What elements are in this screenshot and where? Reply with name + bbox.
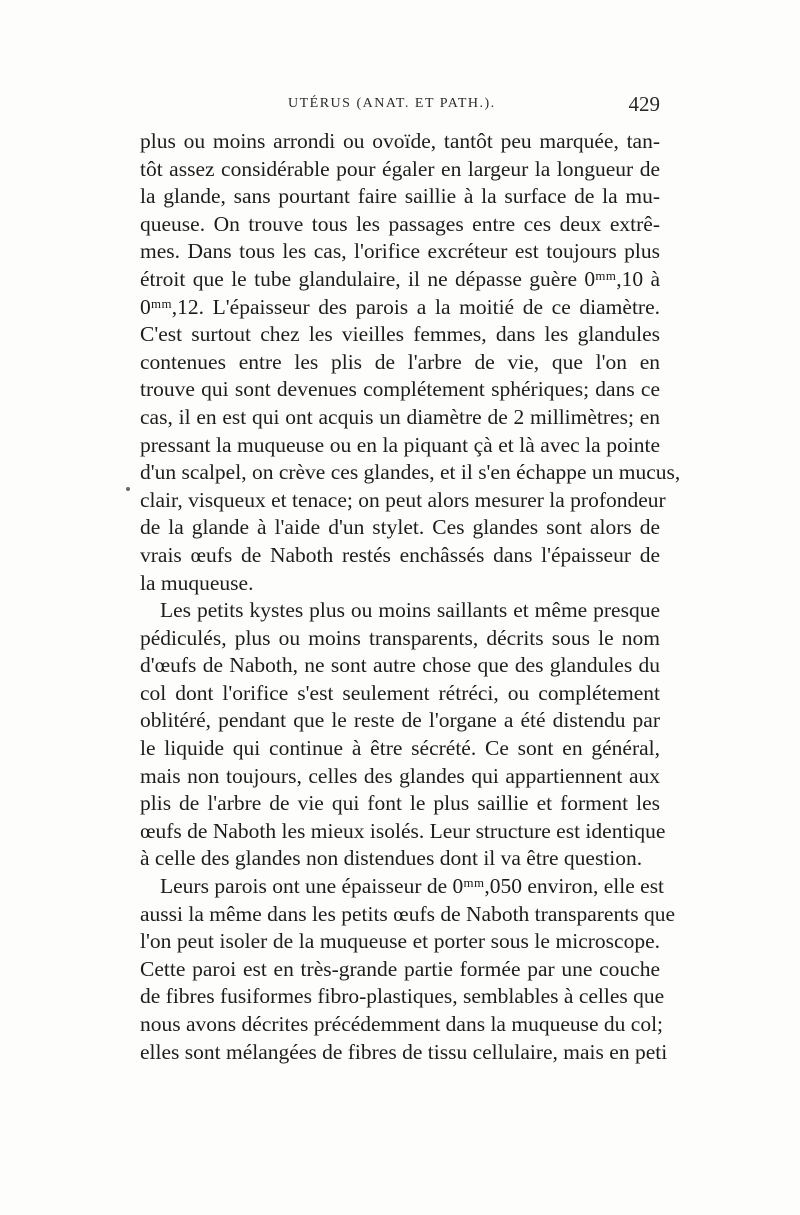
text-line: clair, visqueux et tenace; on peut alors mesurer la profondeur (140, 487, 666, 512)
body-text (140, 128, 681, 1066)
text-line: aussi la même dans les petits œufs de Naboth transparents que (140, 901, 675, 926)
text-line: pédiculés, plus ou moins transparents, décrits sous le nom (140, 625, 660, 650)
text-line: pressant la muqueuse ou en la piquant çà et là avec la pointe (140, 432, 660, 457)
text-line: d'un scalpel, on crève ces glandes, et il s'en échappe un mucus, (140, 460, 681, 485)
text-line: 0ᵐᵐ,12. L'épaisseur des parois a la moitié de ce diamètre. (140, 294, 660, 319)
text-line: mais non toujours, celles des glandes qui appartiennent aux (140, 763, 660, 788)
text-line: de la glande à l'aide d'un stylet. Ces glandes sont alors de (140, 515, 660, 540)
text-line: étroit que le tube glandulaire, il ne dépasse guère 0ᵐᵐ,10 à (140, 266, 660, 291)
text-line: Cette paroi est en très-grande partie formée par une couche (140, 956, 660, 981)
text-line: le liquide qui continue à être sécrété. Ce sont en général, (140, 736, 660, 761)
text-line: plus ou moins arrondi ou ovoïde, tantôt peu marquée, tan- (140, 129, 660, 153)
page-number: 429 (628, 92, 660, 116)
text-line: tôt assez considérable pour égaler en largeur la longueur de (140, 156, 660, 181)
text-line: à celle des glandes non distendues dont il va être question. (140, 846, 643, 871)
text-line: la muqueuse. (140, 570, 254, 595)
text-line: d'œufs de Naboth, ne sont autre chose que des glandules du (140, 653, 660, 678)
ink-speck (126, 487, 130, 491)
text-line: la glande, sans pourtant faire saillie à la surface de la mu- (140, 184, 660, 209)
text-line: queuse. On trouve tous les passages entre ces deux extrê- (140, 211, 660, 236)
text-line: œufs de Naboth les mieux isolés. Leur structure est identique (140, 818, 666, 843)
running-head (140, 92, 660, 122)
text-line: oblitéré, pendant que le reste de l'organe a été distendu par (140, 708, 660, 733)
paragraph-3 (140, 873, 675, 1066)
text-line: de fibres fusiformes fibro-plastiques, semblables à celles que (140, 984, 665, 1009)
text-line: l'on peut isoler de la muqueuse et porter sous le microscope. (140, 929, 660, 954)
text-line: trouve qui sont devenues complétement sphériques; dans ce (140, 377, 660, 402)
text-line: plis de l'arbre de vie qui font le plus saillie et forment les (140, 791, 660, 816)
paragraph-2 (140, 597, 666, 873)
text-line: Leurs parois ont une épaisseur de 0ᵐᵐ,050 environ, elle est (160, 874, 665, 899)
text-line: col dont l'orifice s'est seulement rétréci, ou complétement (140, 680, 660, 705)
text-line: mes. Dans tous les cas, l'orifice excréteur est toujours plus (140, 239, 660, 264)
text-line: cas, il en est qui ont acquis un diamètre de 2 millimètres; en (140, 404, 660, 429)
text-line: contenues entre les plis de l'arbre de vie, que l'on en (140, 349, 660, 374)
text-line: nous avons décrites précédemment dans la muqueuse du col; (140, 1012, 664, 1036)
text-line: elles sont mélangées de fibres de tissu cellulaire, mais en peti (140, 1039, 668, 1064)
text-line: vrais œufs de Naboth restés enchâssés dans l'épaisseur de (140, 542, 660, 567)
running-title: UTÉRUS (ANAT. ET PATH.). (288, 96, 496, 111)
text-line: C'est surtout chez les vieilles femmes, dans les glandules (140, 322, 660, 347)
text-line: Les petits kystes plus ou moins saillants et même presque (160, 598, 660, 623)
paragraph-1 (140, 128, 681, 597)
